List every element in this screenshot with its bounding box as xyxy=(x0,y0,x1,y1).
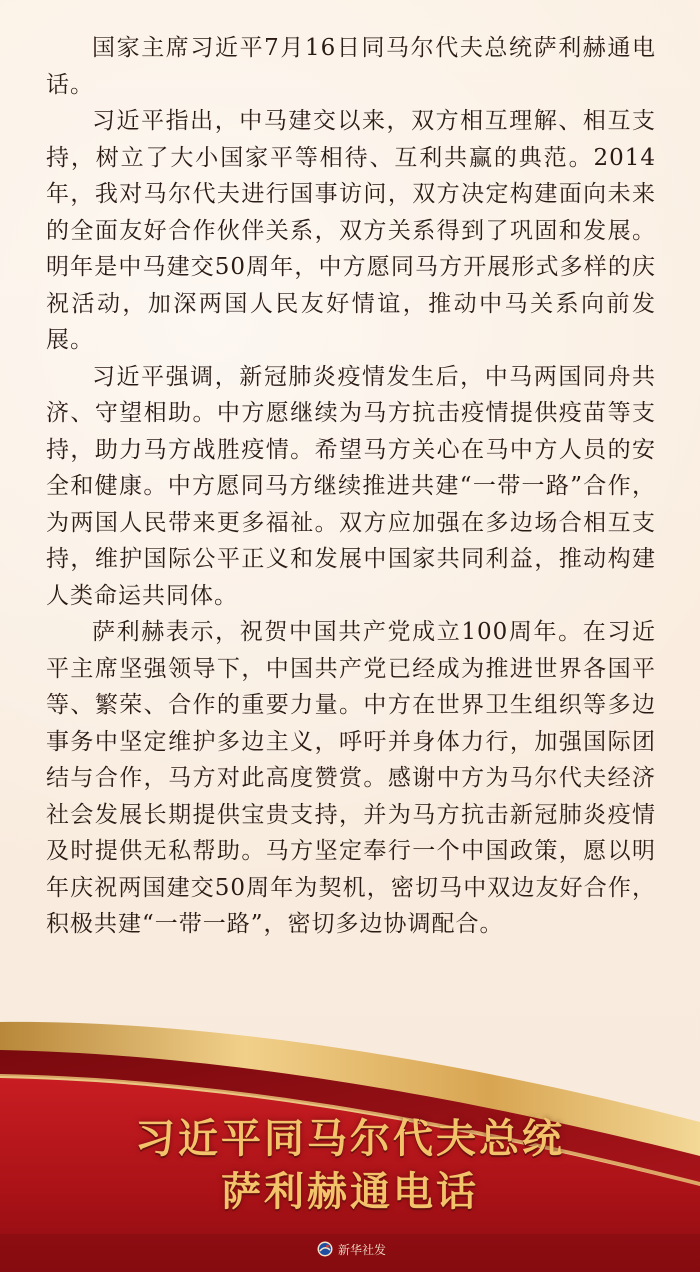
article-paragraph-4: 萨利赫表示，祝贺中国共产党成立100周年。在习近平主席坚强领导下，中国共产党已经成为推进世界各国平等、繁荣、合作的重要力量。中方在世界卫生组织等多边事务中坚定维护多边主义，呼吁并身体力行，加强国际团结与合作，马方对此高度赞赏。感谢中方为马尔代夫经济社会发展长期提供宝贵支持，并为马方抗击新冠肺炎疫情及时提供无私帮助。马方坚定奉行一个中国政策，愿以明年庆祝两国建交50周年为契机，密切马中双边友好合作，积极共建“一带一路”，密切多边协调配合。 xyxy=(46,619,656,937)
article-paragraph-2: 习近平指出，中马建交以来，双方相互理解、相互支持，树立了大小国家平等相待、互利共赢的典范。2014年，我对马尔代夫进行国事访问，双方决定构建面向未来的全面友好合作伙伴关系，双方关系得到了巩固和发展。明年是中马建交50周年，中方愿同马方开展形式多样的庆祝活动，加深两国人民友好情谊，推动中马关系向前发展。 xyxy=(46,108,656,353)
xinhua-logo-icon xyxy=(317,1241,333,1257)
credit-line xyxy=(317,1239,386,1259)
banner-title-line-2: 萨利赫通电话 xyxy=(221,1168,479,1215)
credit-text: 新华社发 xyxy=(338,1242,387,1257)
article-paragraph-1: 国家主席习近平7月16日同马尔代夫总统萨利赫通电话。 xyxy=(46,35,656,98)
article-paragraph-3: 习近平强调，新冠肺炎疫情发生后，中马两国同舟共济、守望相助。中方愿继续为马方抗击疫情提供疫苗等支持，助力马方战胜疫情。希望马方关心在马中方人员的安全和健康。中方愿同马方继续推进共建“一带一路”合作，为两国人民带来更多福祉。双方应加强在多边场合相互支持，维护国际公平正义和发展中国家共同利益，推动构建人类命运共同体。 xyxy=(46,363,656,609)
article-body xyxy=(46,30,656,943)
banner-title-line-1: 习近平同马尔代夫总统 xyxy=(135,1115,565,1162)
